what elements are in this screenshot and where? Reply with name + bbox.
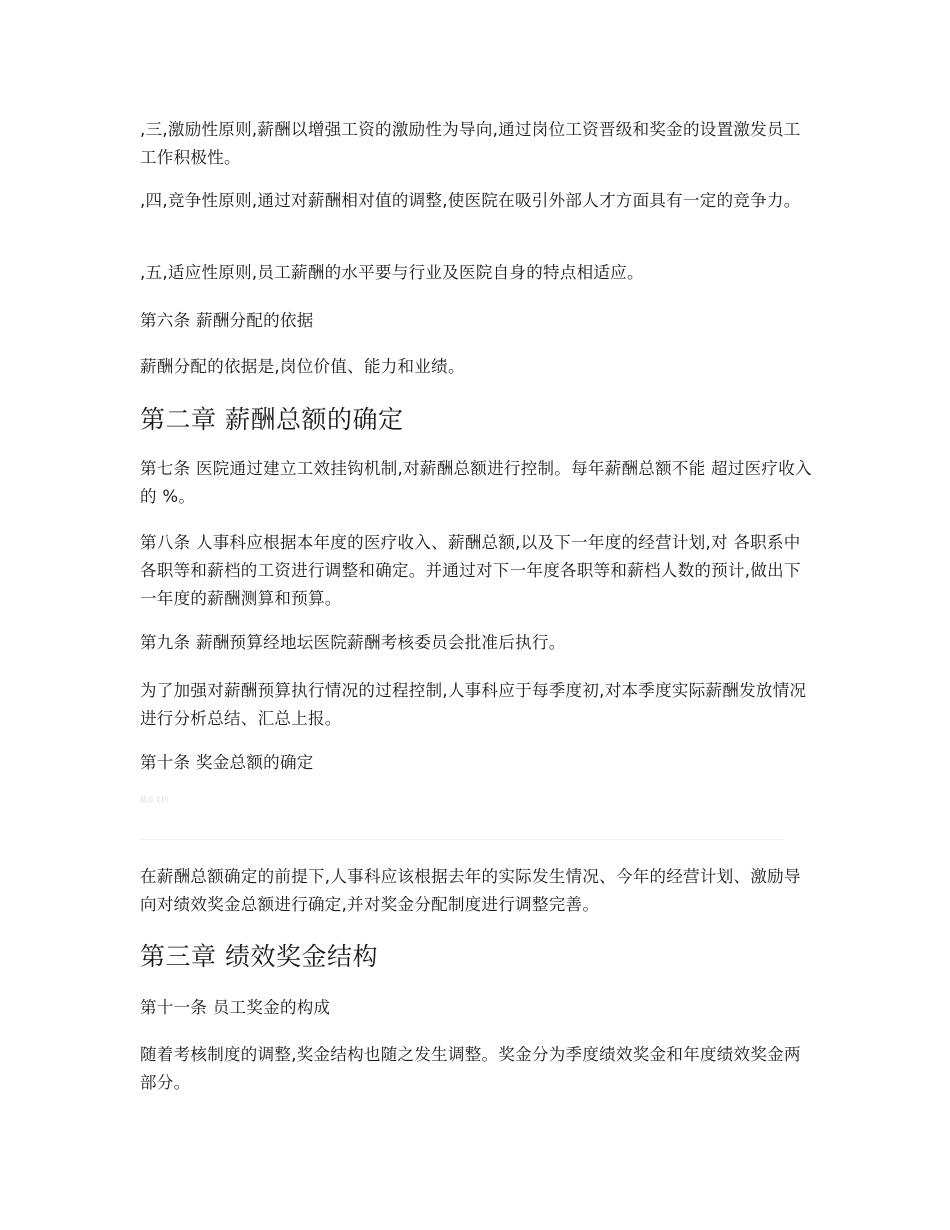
- article-nine: 第九条 薪酬预算经地坛医院薪酬考核委员会批准后执行。: [140, 633, 566, 652]
- paragraph-principle-four: ,四,竞争性原则,通过对薪酬相对值的调整,使医院在吸引外部人才方面具有一定的竞争力。: [140, 191, 801, 210]
- article-ten-title: 第十条 奖金总额的确定: [140, 753, 314, 772]
- paragraph-principle-three: ,三,激励性原则,薪酬以增强工资的激励性为导向,通过岗位工资晋级和奖金的设置激发员工工作积极性。: [140, 120, 801, 167]
- article-seven: 第七条 医院通过建立工效挂钩机制,对薪酬总额进行控制。每年薪酬总额不能 超过医疗收入的 %。: [140, 459, 812, 506]
- article-eleven-title: 第十一条 员工奖金的构成: [140, 998, 331, 1017]
- page-divider: [140, 839, 785, 840]
- chapter-two-heading: 第二章 薪酬总额的确定: [140, 405, 404, 434]
- article-six-title: 第六条 薪酬分配的依据: [140, 311, 314, 330]
- page-watermark-label: 精品文档: [140, 796, 168, 804]
- chapter-three-heading: 第三章 绩效奖金结构: [140, 942, 378, 971]
- paragraph-budget-control: 为了加强对薪酬预算执行情况的过程控制,人事科应于每季度初,对本季度实际薪酬发放情况进行分析总结、汇总上报。: [140, 681, 807, 728]
- paragraph-bonus-total: 在薪酬总额确定的前提下,人事科应该根据去年的实际发生情况、今年的经营计划、激励导向对绩效奖金总额进行确定,并对奖金分配制度进行调整完善。: [140, 867, 801, 914]
- paragraph-principle-five: ,五,适应性原则,员工薪酬的水平要与行业及医院自身的特点相适应。: [140, 263, 644, 282]
- paragraph-bonus-structure: 随着考核制度的调整,奖金结构也随之发生调整。奖金分为季度绩效奖金和年度绩效奖金两部分。: [140, 1045, 801, 1092]
- article-eight: 第八条 人事科应根据本年度的医疗收入、薪酬总额,以及下一年度的经营计划,对 各职系中各职等和薪档的工资进行调整和确定。并通过对下一年度各职等和薪档人数的预计,做出下一年度的薪酬测算和预算。: [140, 533, 801, 608]
- paragraph-distribution-basis: 薪酬分配的依据是,岗位价值、能力和业绩。: [140, 357, 465, 376]
